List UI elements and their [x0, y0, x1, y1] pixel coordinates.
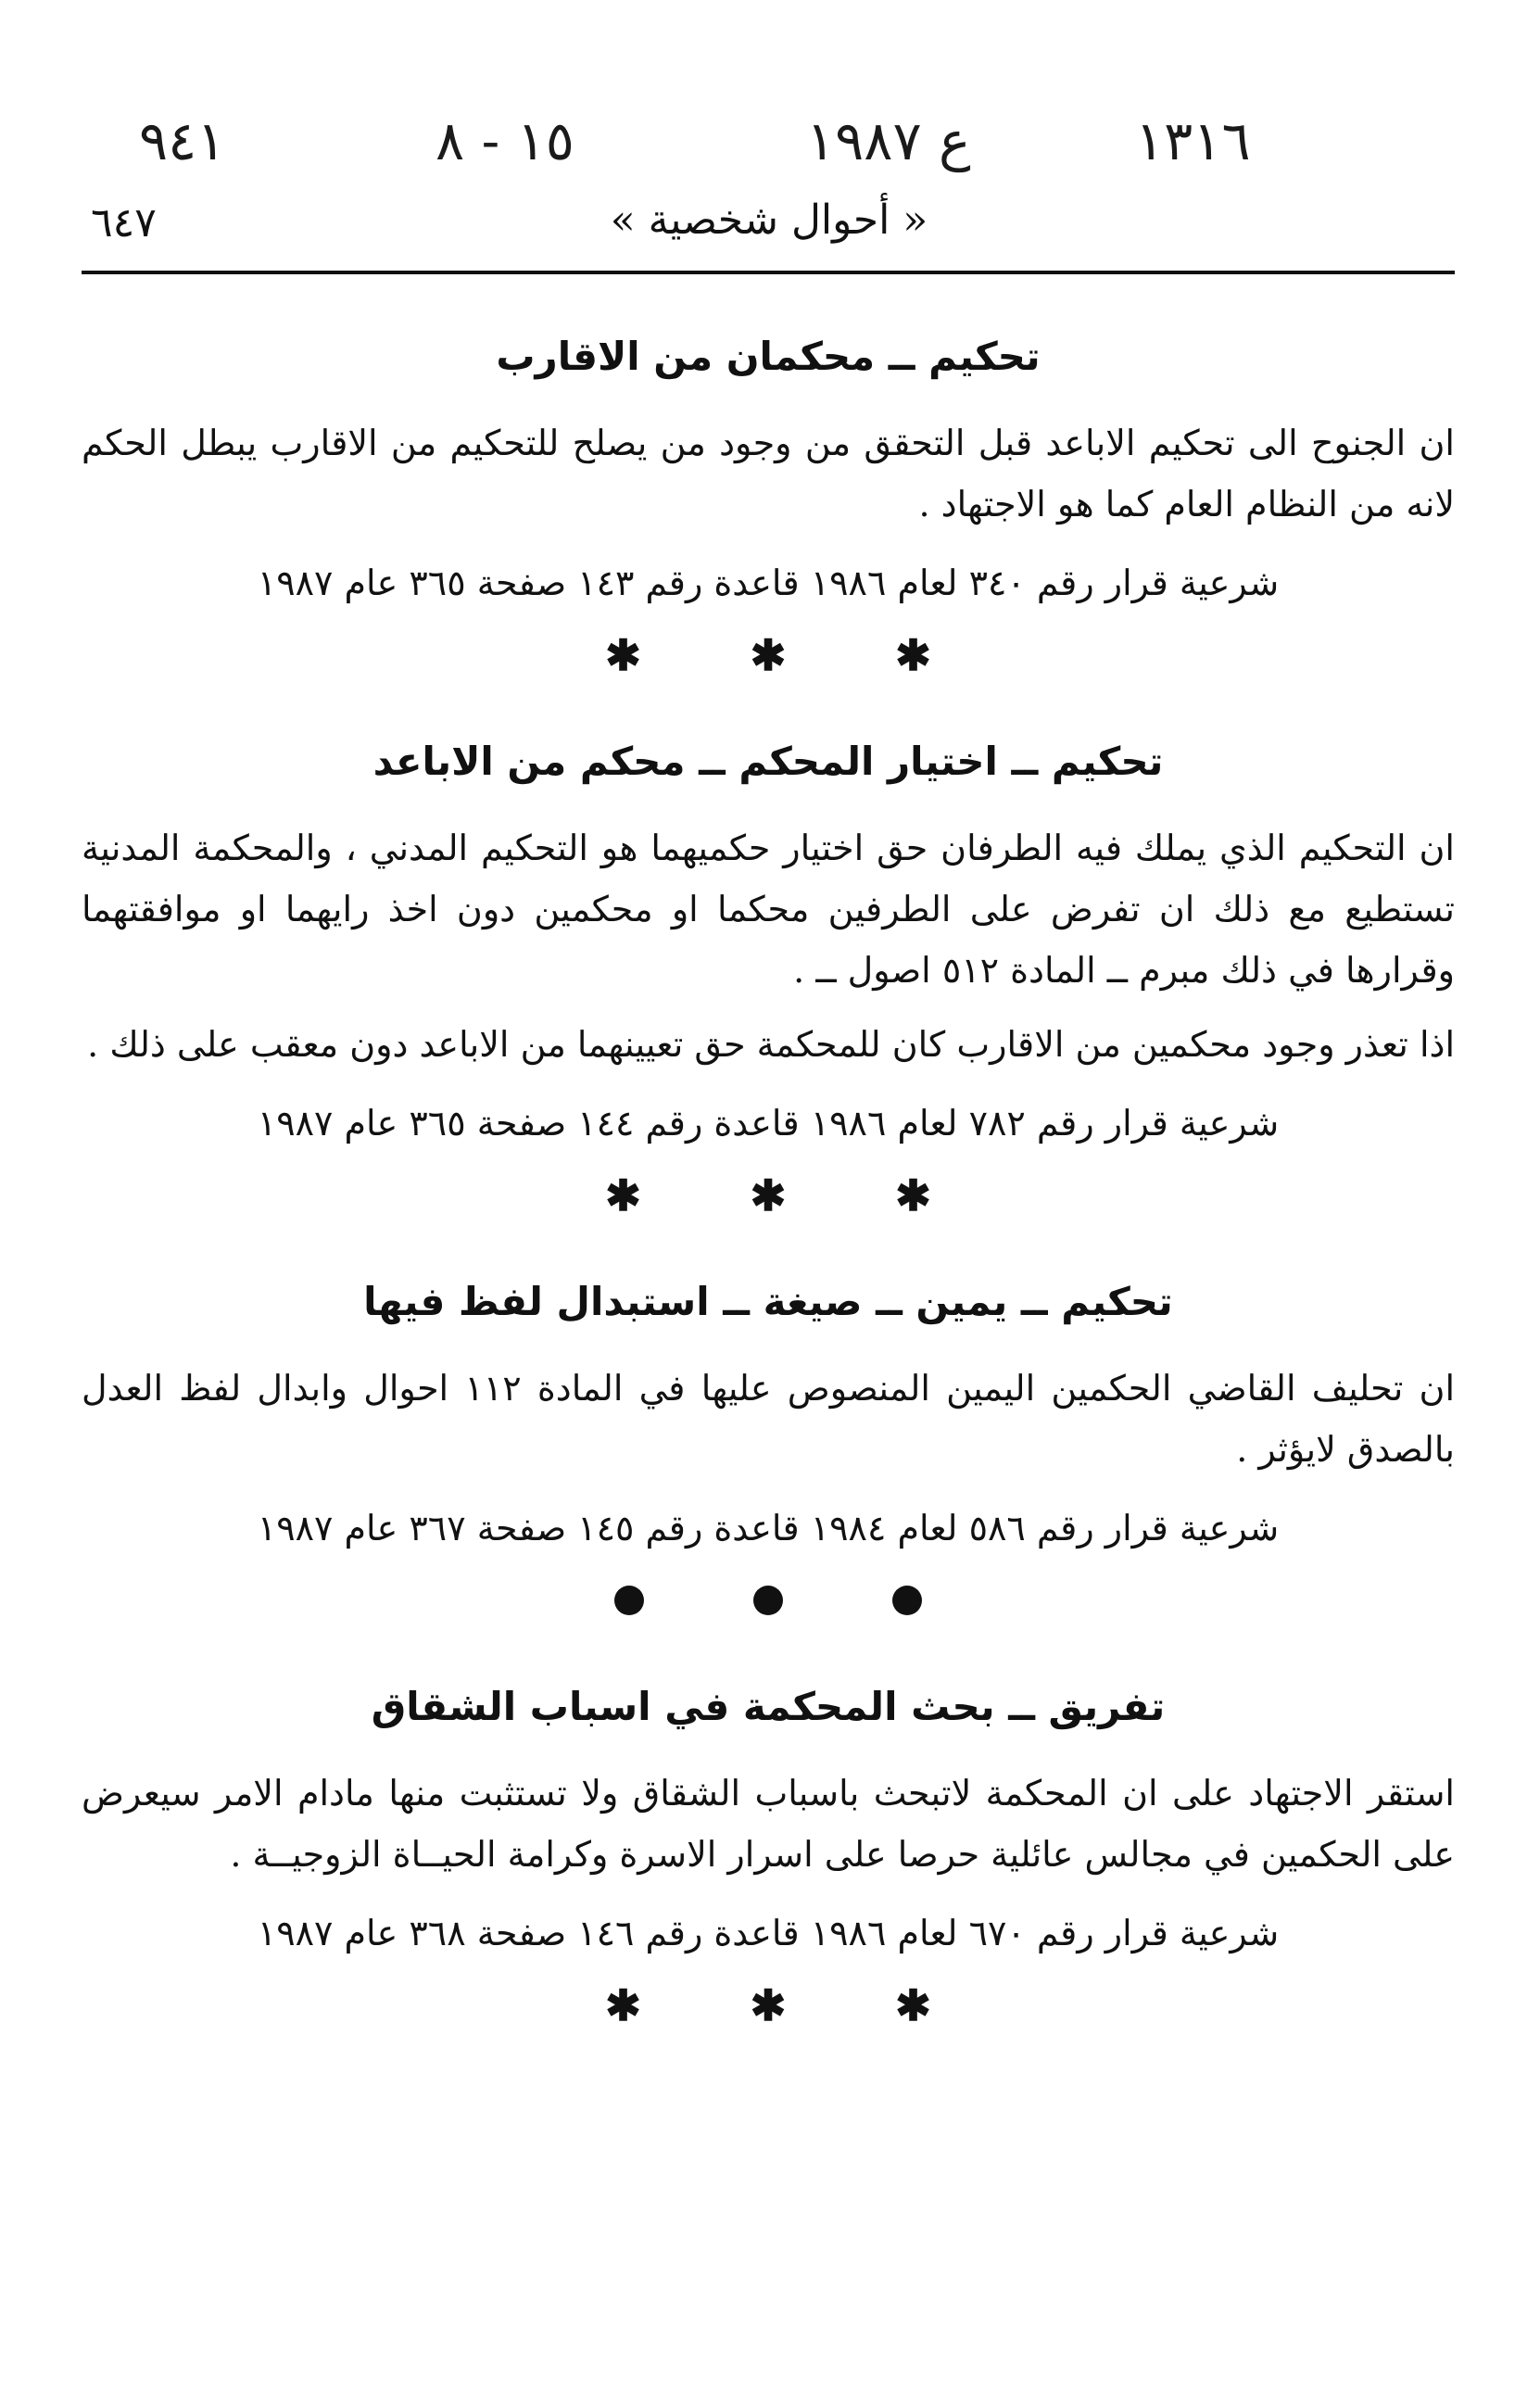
- section-title: تحكيم ــ اختيار المحكم ــ محكم من الاباعد: [372, 739, 1164, 784]
- asterisk-icon: ✱: [605, 1980, 641, 2030]
- page-content: [82, 278, 1455, 2052]
- asterisk-icon: ✱: [750, 1980, 787, 2030]
- page-number: ٦٤٧: [91, 199, 157, 246]
- running-head: « أحوال شخصية »: [610, 196, 928, 244]
- ruling-paragraph: استقر الاجتهاد على ان المحكمة لاتبحث باسباب الشقاق ولا تستثبت منها مادام الامر سيعرض على الحكمين في مجالس عائلية حرصا على اسرار الاسرة وكرامة الحيــاة الزوجيــة .: [82, 1773, 1455, 1875]
- ruling-section: [82, 1684, 1455, 2033]
- asterisk-icon: ✱: [895, 1980, 931, 2030]
- asterisk-icon: ✱: [895, 1170, 931, 1220]
- asterisk-icon: ✱: [750, 630, 787, 680]
- handwritten-note: ١٥ - ٨: [435, 109, 574, 172]
- ruling-paragraph: ان الجنوح الى تحكيم الاباعد قبل التحقق من وجود من يصلح للتحكيم من الاقارب يبطل الحكم لانه من النظام العام كما هو الاجتهاد .: [82, 423, 1455, 525]
- asterisk-icon: ✱: [605, 630, 641, 680]
- asterisk-icon: ✱: [895, 630, 931, 680]
- section-title: تحكيم ــ يمين ــ صيغة ــ استبدال لفظ فيها: [363, 1279, 1173, 1324]
- ruling-reference: شرعية قرار رقم ٣٤٠ لعام ١٩٨٦ قاعدة رقم ١٤٣ صفحة ٣٦٥ عام ١٩٨٧: [257, 562, 1280, 603]
- asterisk-icon: ✱: [605, 1170, 641, 1220]
- header-rule: [82, 271, 1455, 274]
- asterisk-icon: ✱: [750, 1170, 787, 1220]
- section-separator: [82, 1168, 1455, 1223]
- ruling-paragraph: اذا تعذر وجود محكمين من الاقارب كان للمحكمة حق تعيينهما من الاباعد دون معقب على ذلك .: [87, 1024, 1455, 1065]
- flower-dot-icon: [614, 1586, 644, 1615]
- flower-dot-icon: [892, 1586, 922, 1615]
- section-separator: [82, 1978, 1455, 2033]
- section-separator: [82, 627, 1455, 683]
- ruling-section: [82, 334, 1455, 683]
- ruling-paragraph: ان التحكيم الذي يملك فيه الطرفان حق اختيار حكميهما هو التحكيم المدني ، والمحكمة المدنية تستطيع مع ذلك ان تفرض على الطرفين محكما او محكمين دون اخذ رايهما او موافقتهما وقرارها في ذلك مبرم ــ المادة ٥١٢ اصول ــ .: [82, 828, 1455, 991]
- ruling-reference: شرعية قرار رقم ٦٧٠ لعام ١٩٨٦ قاعدة رقم ١٤٦ صفحة ٣٦٨ عام ١٩٨٧: [257, 1913, 1280, 1953]
- flower-dot-icon: [753, 1586, 783, 1615]
- ruling-reference: شرعية قرار رقم ٥٨٦ لعام ١٩٨٤ قاعدة رقم ١٤٥ صفحة ٣٦٧ عام ١٩٨٧: [257, 1508, 1280, 1548]
- ruling-section: [82, 1279, 1455, 1628]
- ruling-paragraph: ان تحليف القاضي الحكمين اليمين المنصوص عليها في المادة ١١٢ احوال وابدال لفظ العدل بالصدق لايؤثر .: [82, 1368, 1456, 1470]
- section-title: تفريق ــ بحث المحكمة في اسباب الشقاق: [371, 1684, 1166, 1729]
- section-separator: [82, 1573, 1455, 1628]
- handwritten-note: ١٣١٦: [1135, 109, 1251, 172]
- handwritten-note: ع ١٩٨٧: [806, 109, 971, 172]
- handwritten-note: ٩٤١: [139, 109, 226, 172]
- ruling-section: [82, 739, 1455, 1223]
- section-title: تحكيم ــ محكمان من الاقارب: [496, 334, 1041, 379]
- ruling-reference: شرعية قرار رقم ٧٨٢ لعام ١٩٨٦ قاعدة رقم ١٤٤ صفحة ٣٦٥ عام ١٩٨٧: [257, 1103, 1280, 1144]
